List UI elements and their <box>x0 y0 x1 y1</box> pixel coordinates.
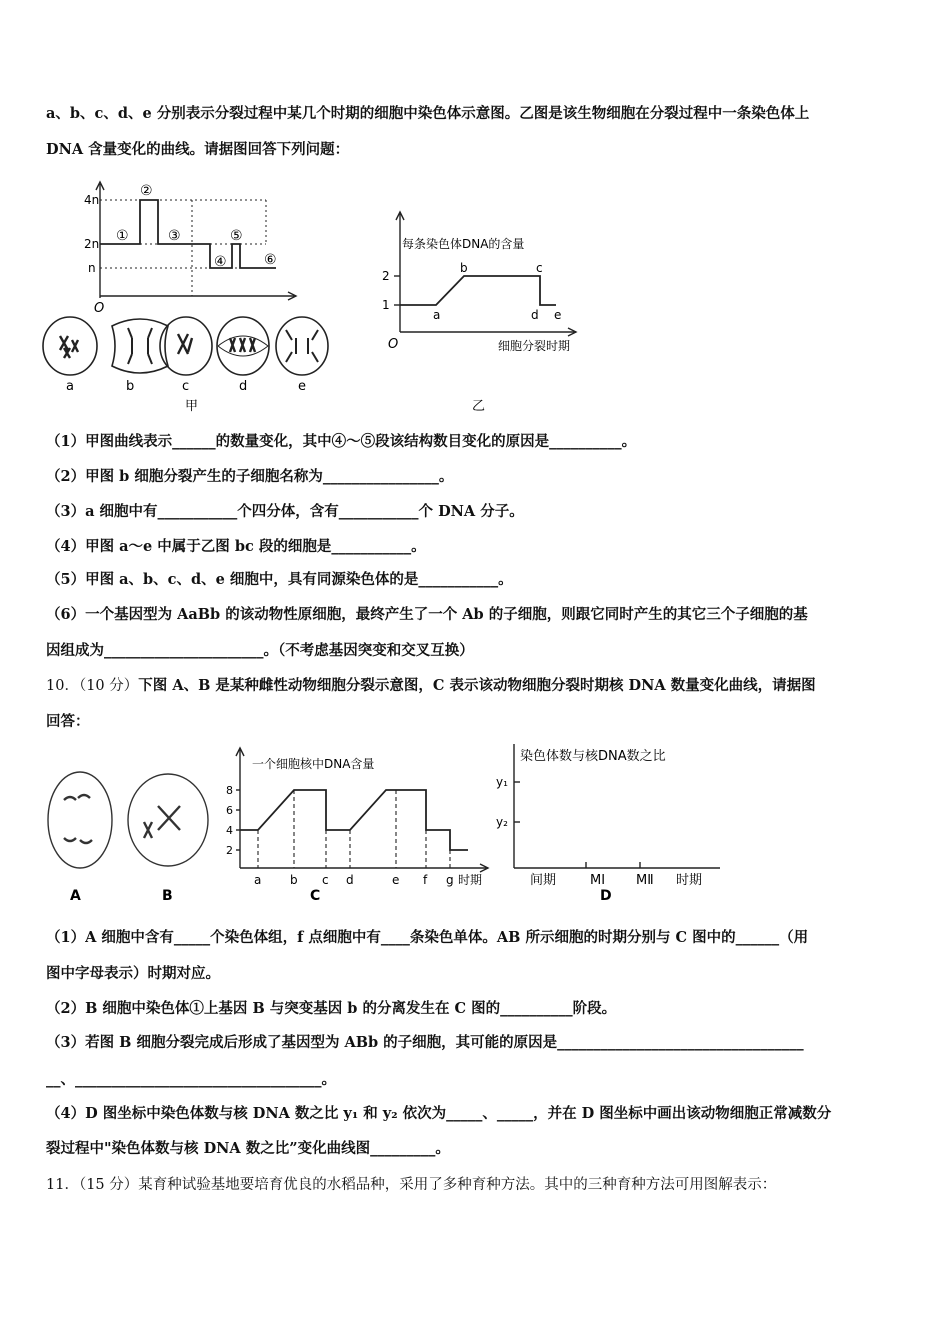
d-x-tick: MⅡ <box>636 873 654 888</box>
q10-sub-3b: __、__________________________________。 <box>46 1071 336 1088</box>
jia-origin: O <box>94 301 105 316</box>
figure-abcd <box>40 740 730 910</box>
intro-line-1: a、b、c、d、e 分别表示分裂过程中某几个时期的细胞中染色体示意图。乙图是该生物细胞在分裂过程中一条染色体上 <box>46 105 810 122</box>
d-y-tick: y₁ <box>496 775 508 789</box>
yi-y-tick: 2 <box>382 269 390 283</box>
yi-curve <box>400 276 556 305</box>
q9-sub-6a: （6）一个基因型为 AaBb 的该动物性原细胞，最终产生了一个 Ab 的子细胞，则跟它同时产生的其它三个子细胞的基 <box>46 606 808 623</box>
q9-sub-2: （2）甲图 b 细胞分裂产生的子细胞名称为________________。 <box>46 468 454 485</box>
cell-label: d <box>239 379 248 394</box>
jia-segment-label: ① <box>116 228 129 244</box>
cell-B-chromosomes <box>144 806 180 838</box>
q10-header-text: 下图 A、B 是某种雌性动物细胞分裂示意图，C 表示该动物细胞分裂时期核 DNA 数量变化曲线，请据图 <box>138 677 816 694</box>
q10-sub-1b: 图中字母表示）时期对应。 <box>46 965 220 982</box>
cell-e <box>276 317 328 375</box>
jia-segment-label: ③ <box>168 228 181 244</box>
figure-label: B <box>162 888 173 904</box>
cell-label: e <box>298 379 306 394</box>
c-x-point: f <box>423 873 428 887</box>
c-x-point: d <box>346 873 354 887</box>
q10-sub-1a: （1）A 细胞中含有_____个染色体组，f 点细胞中有____条染色单体。AB 所示细胞的时期分别与 C 图中的______（用 <box>46 929 809 946</box>
c-curve <box>240 790 468 850</box>
cell-label: a <box>66 379 74 394</box>
d-x-tick: MⅠ <box>590 873 606 888</box>
yi-point-label: b <box>460 261 468 275</box>
q11-text: 某育种试验基地要培育优良的水稻品种，采用了多种育种方法。其中的三种育种方法可用图解表示： <box>138 1177 777 1193</box>
c-x-point: c <box>322 873 329 887</box>
figure-label: C <box>310 888 321 904</box>
q10-number: 10．（10 分） <box>46 678 139 694</box>
figure-caption-yi: 乙 <box>472 399 486 414</box>
cell-d-chromosomes <box>230 338 255 352</box>
q9-sub-4: （4）甲图 a～e 中属于乙图 bc 段的细胞是___________。 <box>46 538 426 555</box>
yi-point-label: d <box>531 308 539 322</box>
figure-label: A <box>70 888 81 904</box>
cell-a <box>43 317 97 375</box>
q10-header <box>46 676 916 696</box>
cell-b-chromosomes <box>128 328 152 364</box>
d-x-tick: 间期 <box>530 873 557 888</box>
q9-sub-1: （1）甲图曲线表示______的数量变化，其中④～⑤段该结构数目变化的原因是__________。 <box>46 433 637 450</box>
q10-sub-2: （2）B 细胞中染色体①上基因 B 与突变基因 b 的分离发生在 C 图的__________阶段。 <box>46 1000 617 1017</box>
figure-label: D <box>600 888 612 904</box>
q10-sub-4a: （4）D 图坐标中染色体数与核 DNA 数之比 y₁ 和 y₂ 依次为_____、_____，并在 D 图坐标中画出该动物细胞正常减数分 <box>46 1105 832 1122</box>
intro-line-2: DNA 含量变化的曲线。请据图回答下列问题： <box>46 141 350 158</box>
c-y-tick: 2 <box>226 844 233 857</box>
q11-line <box>46 1175 916 1195</box>
jia-segment-label: ④ <box>214 254 227 270</box>
c-x-point: e <box>392 873 400 887</box>
c-x-point: b <box>290 873 298 887</box>
q9-sub-6b: 因组成为______________________。（不考虑基因突变和交叉互换） <box>46 642 474 659</box>
jia-y-tick: n <box>88 261 96 275</box>
d-title: 染色体数与核DNA数之比 <box>520 749 666 764</box>
c-title: 一个细胞核中DNA含量 <box>252 757 375 771</box>
yi-ylabel: 每条染色体DNA的含量 <box>402 237 525 251</box>
cell-e-chromosomes <box>286 330 318 362</box>
c-x-end: 时期 <box>458 873 483 887</box>
c-x-point: g <box>446 873 454 887</box>
jia-y-tick: 2n <box>84 237 100 251</box>
yi-origin: O <box>388 337 399 352</box>
c-y-tick: 6 <box>226 804 233 817</box>
yi-point-label: a <box>433 308 441 322</box>
jia-y-tick: 4n <box>84 193 100 207</box>
d-x-tick: 时期 <box>676 873 703 888</box>
q10-header-line-2: 回答： <box>46 713 90 730</box>
figure-caption-jia: 甲 <box>185 399 199 414</box>
c-y-tick: 8 <box>226 784 233 797</box>
cell-c <box>160 317 212 375</box>
q9-sub-5: （5）甲图 a、b、c、d、e 细胞中，具有同源染色体的是___________。 <box>46 571 513 588</box>
q10-sub-4b: 裂过程中"染色体数与核 DNA 数之比”变化曲线图_________。 <box>46 1140 450 1157</box>
figure-yi <box>380 208 600 418</box>
d-y-tick: y₂ <box>496 815 508 829</box>
jia-segment-label: ⑤ <box>230 228 243 244</box>
c-y-tick: 4 <box>226 824 233 837</box>
q10-sub-3a: （3）若图 B 细胞分裂完成后形成了基因型为 ABb 的子细胞，其可能的原因是__________________________________ <box>46 1034 804 1051</box>
q11-number: 11．（15 分） <box>46 1177 139 1193</box>
jia-segment-label: ② <box>140 183 153 199</box>
yi-point-label: e <box>554 308 562 322</box>
cell-label: b <box>126 379 135 394</box>
q9-sub-3: （3）a 细胞中有___________个四分体，含有___________个 DNA 分子。 <box>46 503 524 520</box>
cell-A-chromosomes <box>64 795 92 843</box>
cell-A <box>48 772 112 868</box>
c-x-point: a <box>254 873 262 887</box>
yi-y-tick: 1 <box>382 298 390 312</box>
yi-point-label: c <box>536 261 543 275</box>
jia-segment-label: ⑥ <box>264 252 277 268</box>
cell-label: c <box>182 379 190 394</box>
cell-a-chromosomes <box>60 336 78 358</box>
figure-jia <box>40 178 360 418</box>
cell-c-chromosomes <box>178 334 192 354</box>
yi-xlabel: 细胞分裂时期 <box>498 339 571 353</box>
